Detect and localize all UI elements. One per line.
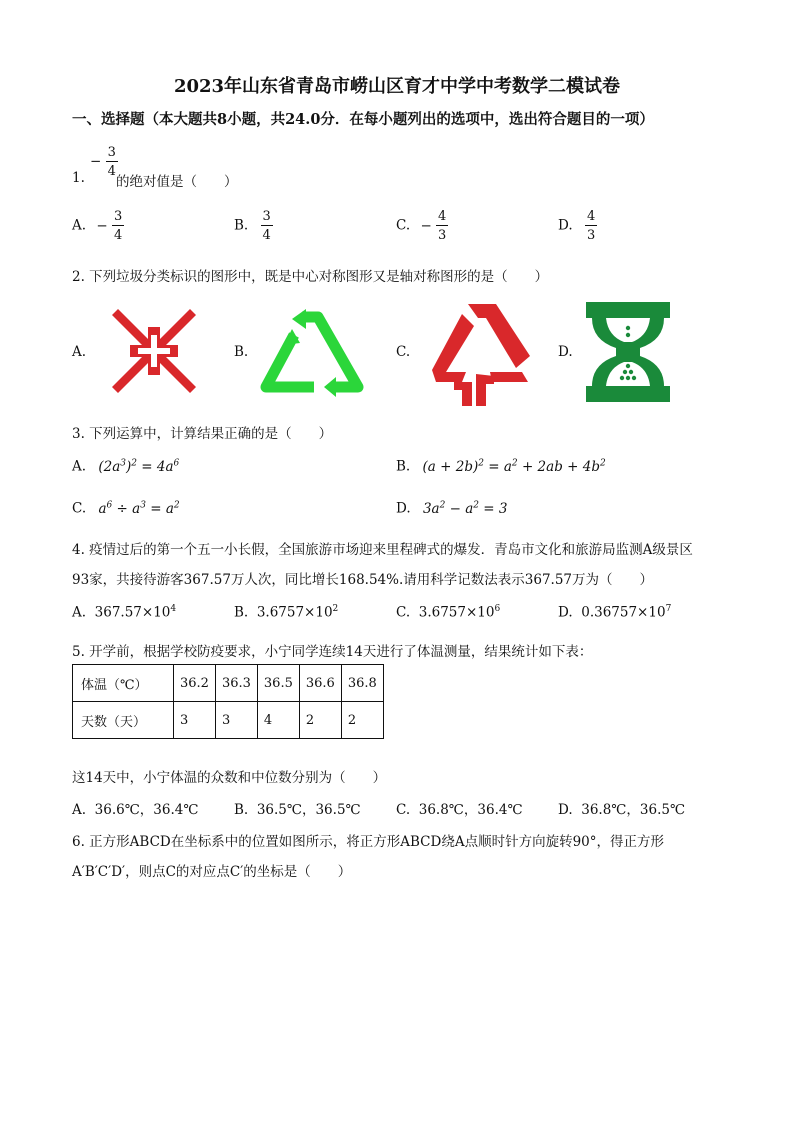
q1-option-d-label: D. (558, 217, 573, 234)
q5-option-d-label: D. (558, 802, 573, 818)
table-cell: 2 (341, 702, 383, 739)
exam-title: 2023年山东省青岛市崂山区育才中学中考数学二模试卷 (173, 76, 621, 97)
q2-option-b-label[interactable]: B. (234, 344, 249, 360)
q5-option-b-text: 36.5℃，36.5℃ (256, 802, 361, 818)
q4-line2: 93家，共接待游客367.57万人次，同比增长168.54%.请用科学记数法表示367.57万为（ ） (72, 572, 654, 588)
q3-option-d-label: D. (396, 500, 411, 517)
hourglass-icon-green (584, 300, 672, 404)
q1-option-c-num: 4 (438, 209, 447, 224)
q1-number: 1. (72, 170, 85, 186)
q5-option-a-label: A. (72, 802, 87, 818)
q4-option-d-base: 0.36757×10 (581, 604, 666, 621)
table-row (73, 702, 384, 739)
recycle-triangle-icon-green (254, 305, 366, 401)
temperature-table (72, 664, 384, 739)
q3-stem: 3. 下列运算中，计算结果正确的是（ ） (72, 426, 333, 442)
section-heading: 一、选择题（本大题共8小题，共24.0分．在每小题列出的选项中，选出符合题目的一项） (72, 111, 654, 128)
q2-stem: 2. 下列垃圾分类标识的图形中，既是中心对称图形又是轴对称图形的是（ ） (72, 269, 549, 285)
recycle-arrows-icon-red-cross (108, 305, 200, 397)
table-row-head: 天数（天） (73, 702, 174, 739)
q1-option-a-num: 3 (113, 209, 123, 224)
table-cell: 36.8 (341, 665, 383, 702)
q1-frac-den: 4 (107, 164, 116, 179)
q2-option-d-label[interactable]: D. (558, 344, 573, 360)
table-cell: 36.3 (215, 665, 257, 702)
table-row (73, 665, 384, 702)
q1-option-d[interactable] (558, 210, 597, 242)
q1-option-a[interactable] (72, 210, 124, 242)
recycle-triangle-icon-red (432, 298, 532, 408)
q3-option-a[interactable]: A. $(2a^3)^2 = 4a^6$ (72, 458, 180, 475)
q1-option-c-label: C. (396, 217, 411, 234)
q1-option-b-num: 3 (262, 209, 271, 224)
q4-option-b-label: B. (234, 604, 249, 621)
q1-option-c[interactable] (396, 210, 448, 242)
q3-option-c-label: C. (72, 500, 87, 517)
q3-option-d[interactable]: D. $3a^2 - a^2 = 3$ (396, 500, 508, 517)
q5-option-b-label: B. (234, 802, 249, 818)
table-cell: 3 (215, 702, 257, 739)
q5-option-a[interactable] (72, 798, 198, 818)
q5-question: 这14天中，小宁体温的众数和中位数分别为（ ） (72, 770, 387, 786)
q4-option-a[interactable] (72, 604, 176, 621)
q3-option-c[interactable]: C. $a^6 \div a^3 = a^2$ (72, 500, 180, 517)
q1-fraction (90, 146, 118, 178)
q4-option-c-exp: 6 (494, 604, 501, 614)
q4-option-c-base: 3.6757×10 (418, 604, 495, 621)
q5-option-a-text: 36.6℃，36.4℃ (94, 802, 199, 818)
q5-option-c-label: C. (396, 802, 411, 818)
q2-option-a-label[interactable]: A. (72, 344, 87, 360)
q3-option-b-label: B. (396, 458, 411, 475)
q5-option-d-text: 36.8℃，36.5℃ (581, 802, 686, 818)
q4-option-a-exp: 4 (170, 604, 177, 614)
q5-option-b[interactable] (234, 798, 361, 818)
q6-line1: 6. 正方形ABCD在坐标系中的位置如图所示，将正方形ABCD绕A点顺时针方向旋转90°，得正方形 (72, 834, 664, 850)
q4-option-b[interactable] (234, 604, 338, 621)
q4-option-d[interactable] (558, 604, 671, 621)
q4-option-a-label: A. (72, 604, 87, 621)
table-cell: 3 (174, 702, 216, 739)
table-cell: 2 (299, 702, 341, 739)
table-cell: 4 (257, 702, 299, 739)
q4-option-a-base: 367.57×10 (94, 604, 171, 621)
q5-option-c-text: 36.8℃，36.4℃ (418, 802, 523, 818)
q4-option-c[interactable] (396, 604, 500, 621)
table-cell: 36.2 (174, 665, 216, 702)
q1-option-b-label: B. (234, 217, 249, 234)
q1-option-c-den: 3 (438, 228, 447, 243)
q5-option-c[interactable] (396, 798, 523, 818)
q4-option-b-base: 3.6757×10 (256, 604, 333, 621)
q2-option-c-label[interactable]: C. (396, 344, 411, 360)
q1-option-b-den: 4 (262, 228, 271, 243)
q4-option-d-exp: 7 (665, 604, 672, 614)
q1-frac-num: 3 (107, 145, 116, 160)
q1-option-d-num: 4 (586, 209, 596, 224)
q1-option-a-den: 4 (113, 228, 123, 243)
q4-line1: 4. 疫情过后的第一个五一小长假，全国旅游市场迎来里程碑式的爆发．青岛市文化和旅游局监测A级景区 (72, 542, 693, 558)
table-cell: 36.6 (299, 665, 341, 702)
q4-option-d-label: D. (558, 604, 573, 621)
q3-option-a-label: A. (72, 458, 87, 475)
table-row-head: 体温（℃） (73, 665, 174, 702)
q4-option-c-label: C. (396, 604, 411, 621)
q4-option-b-exp: 2 (332, 604, 339, 614)
q1-stem: 的绝对值是（ ） (116, 174, 238, 190)
q1-option-d-den: 3 (586, 228, 596, 243)
q1-option-c-sign: − (420, 217, 432, 234)
q1-option-a-label: A. (72, 217, 87, 234)
q1-option-a-sign: − (96, 217, 108, 234)
q5-option-d[interactable] (558, 798, 685, 818)
q3-option-b[interactable]: B. $(a + 2b)^2 = a^2 + 2ab + 4b^2$ (396, 458, 606, 475)
q1-option-b[interactable] (234, 210, 273, 242)
table-cell: 36.5 (257, 665, 299, 702)
q5-stem: 5. 开学前，根据学校防疫要求，小宁同学连续14天进行了体温测量，结果统计如下表： (72, 644, 593, 660)
q1-frac-sign: − (90, 153, 102, 170)
q6-line2: A′B′C′D′，则点C的对应点C′的坐标是（ ） (72, 864, 352, 880)
